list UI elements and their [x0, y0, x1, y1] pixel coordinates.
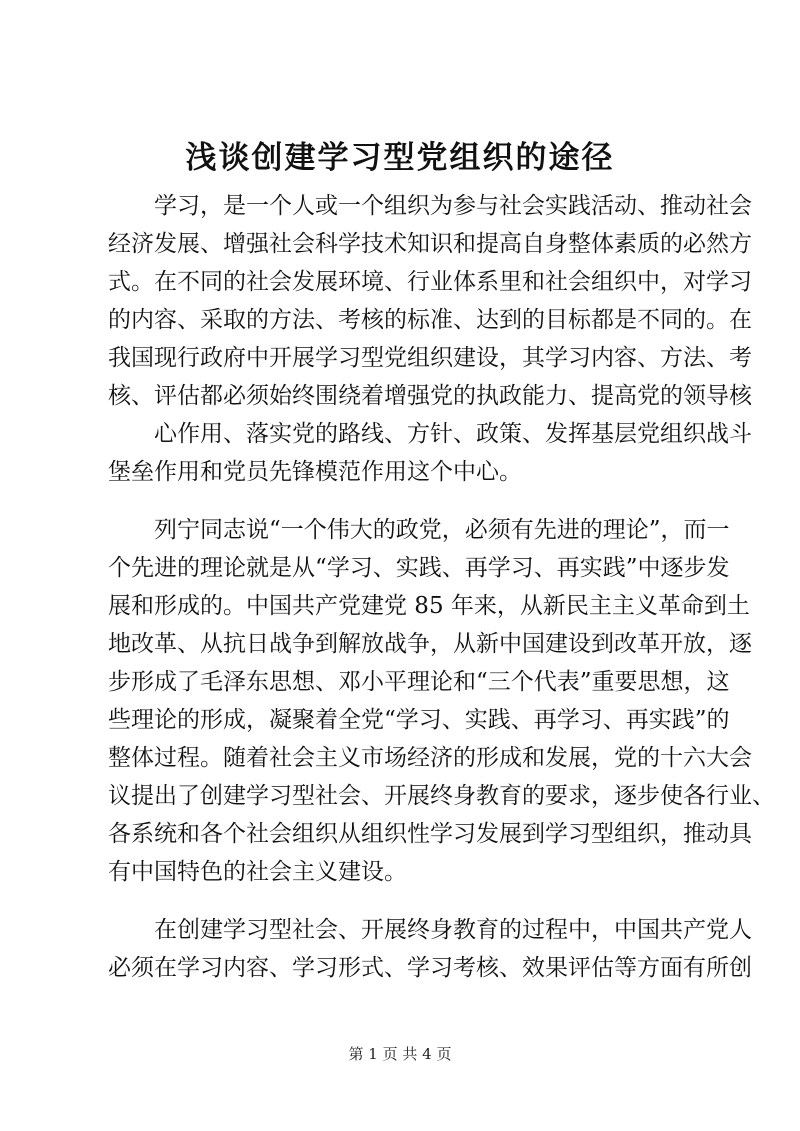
paragraph-1-line-2: 经济发展、增强社会科学技术知识和提高自身整体素质的必然方	[108, 231, 752, 257]
paragraph-2-line-4: 地改革、从抗日战争到解放战争，从新中国建设到改革开放，逐	[108, 631, 752, 657]
paragraph-2-line-1: 列宁同志说“一个伟大的政党，必须有先进的理论”，而一	[154, 517, 730, 543]
paragraph-3-line-1: 在创建学习型社会、开展终身教育的过程中，中国共产党人	[154, 917, 752, 943]
paragraph-1-line-8: 堡垒作用和党员先锋模范作用这个中心。	[108, 459, 522, 485]
paragraph-2-line-2: 个先进的理论就是从“学习、实践、再学习、再实践”中逐步发	[108, 555, 730, 581]
paragraph-1-line-7: 心作用、落实党的路线、方针、政策、发挥基层党组织战斗	[154, 421, 752, 447]
page-footer: 第 1 页 共 4 页	[348, 1045, 452, 1063]
paragraph-2-line-5: 步形成了毛泽东思想、邓小平理论和“三个代表”重要思想，这	[108, 669, 730, 695]
paragraph-1-line-6: 核、评估都必须始终围绕着增强党的执政能力、提高党的领导核	[108, 383, 752, 409]
paragraph-2-line-9: 各系统和各个社会组织从组织性学习发展到学习型组织，推动具	[108, 821, 752, 847]
paragraph-1-line-4: 的内容、采取的方法、考核的标准、达到的目标都是不同的。在	[108, 307, 752, 333]
paragraph-1-line-3: 式。在不同的社会发展环境、行业体系里和社会组织中，对学习	[108, 269, 752, 295]
paragraph-2-line-6: 些理论的形成，凝聚着全党“学习、实践、再学习、再实践”的	[108, 707, 730, 733]
paragraph-3-line-2: 必须在学习内容、学习形式、学习考核、效果评估等方面有所创	[108, 955, 752, 981]
paragraph-1-line-5: 我国现行政府中开展学习型党组织建设，其学习内容、方法、考	[108, 345, 752, 371]
paragraph-2-line-3: 展和形成的。中国共产党建党 85 年来，从新民主主义革命到土	[108, 593, 750, 619]
paragraph-1-line-1: 学习，是一个人或一个组织为参与社会实践活动、推动社会	[154, 193, 752, 219]
document-title: 浅谈创建学习型党组织的途径	[185, 140, 615, 176]
paragraph-2-line-10: 有中国特色的社会主义建设。	[108, 859, 407, 885]
paragraph-2-line-8: 议提出了创建学习型社会、开展终身教育的要求，逐步使各行业、	[108, 783, 775, 809]
paragraph-2-line-7: 整体过程。随着社会主义市场经济的形成和发展，党的十六大会	[108, 745, 752, 771]
